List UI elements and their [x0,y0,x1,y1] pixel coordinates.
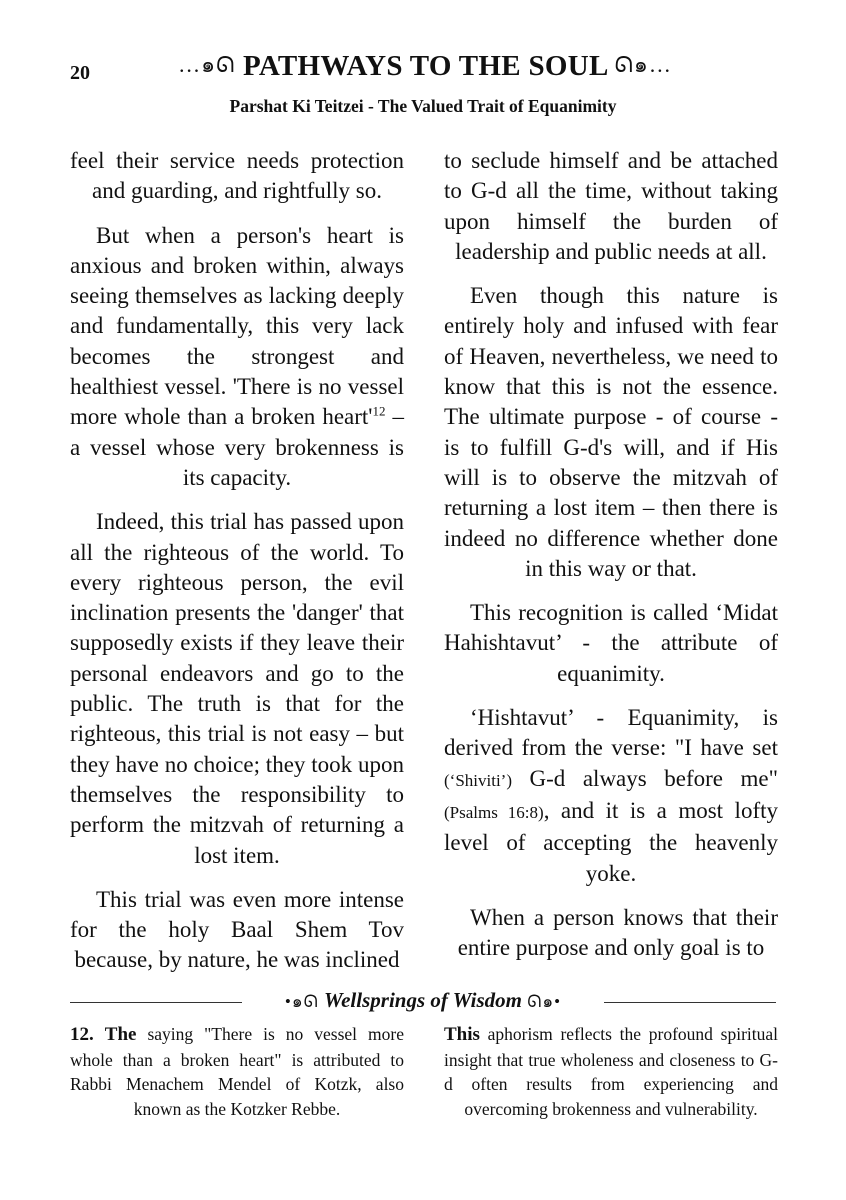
page-number: 20 [70,62,90,84]
paragraph: Even though this nature is entirely holy and infused with fear of Heaven, nevertheless, we need to know that this is not the essence. The ultimate purpose - of course - is to fulfill G-d's will, and if His will is to observe the mitzvah of returning a lost item – then there is indeed no difference whether done in this way or that. [444,283,778,581]
paragraph: feel their service needs protection and guarding, and rightfully so. [70,148,404,204]
footnote-12 [70,1022,404,1121]
verse-citation: (Psalms 16:8) [444,802,544,822]
paragraph: When a person knows that their entire purpose and only goal is to [457,904,778,961]
chapter-subtitle: Parshat Ki Teitzei - The Valued Trait of Equanimity [229,96,617,116]
left-column [70,146,404,990]
paragraph [444,703,778,889]
footnote-reference[interactable]: 12 [372,403,386,419]
footnote-text: saying "There is no vessel more whole than a broken heart" is attributed to Rabbi Menachem Mendel of Kotzk, also known as the Kotzker Rebbe. [70,1024,404,1119]
paragraph: to seclude himself and be attached to G-d all the time, without taking upon himself the burden of leadership and public needs at all. [444,148,778,264]
ornament-right-icon: ᘏ๑… [614,52,672,77]
paragraph-text: But when a person's heart is anxious and broken within, always seeing themselves as lacking deeply and fundamentally, this very lack becomes the strongest and healthiest vessel. 'There is no vessel more whole than a broken heart' [70,222,404,430]
footnote-continuation [444,1022,778,1121]
paragraph-text: – a vessel whose very brokenness is its capacity. [70,404,404,490]
footnote-lead: This [444,1024,480,1045]
divider-title: Wellsprings of Wisdom [324,988,522,1012]
paragraph-text: G-d always before me" [512,765,778,791]
ornament-left-icon: …๑ᘏ [178,52,236,77]
book-title: PATHWAYS TO THE SOUL [242,50,608,82]
ornament-left-icon: •๑ᘏ [284,992,319,1011]
ornament-right-icon: ᘏ๑• [527,992,562,1011]
footnote-divider [70,990,776,1014]
footnote-text: aphorism reflects the profound spiritual insight that true wholeness and closeness to G-d often results from experiencing and overcoming brokenness and vulnerability. [444,1024,778,1119]
paragraph-text: , and it is a most lofty level of accepting the heavenly yoke. [444,797,778,886]
paragraph [70,221,404,494]
divider-label [70,988,776,1015]
right-column [444,146,778,977]
paragraph-note: (‘Shiviti’) [444,770,512,790]
running-title [130,50,720,85]
paragraph: Indeed, this trial has passed upon all the righteous of the world. To every righteous person, the evil inclination presents the 'danger' that supposedly exists if they leave their personal endeavors and go to the public. The truth is that for the righteous, this trial is not easy – but they have no choice; they took upon themselves the responsibility to perform the mitzvah of returning a lost item. [70,509,404,868]
paragraph: This trial was even more intense for the holy Baal Shem Tov because, by nature, he was inclined [70,886,404,973]
paragraph-text: ‘Hishtavut’ - Equanimity, is derived from the verse: "I have set [444,705,778,761]
paragraph: This recognition is called ‘Midat Hahishtavut’ - the attribute of equanimity. [444,600,778,686]
footnote-lead: 12. The [70,1024,137,1045]
